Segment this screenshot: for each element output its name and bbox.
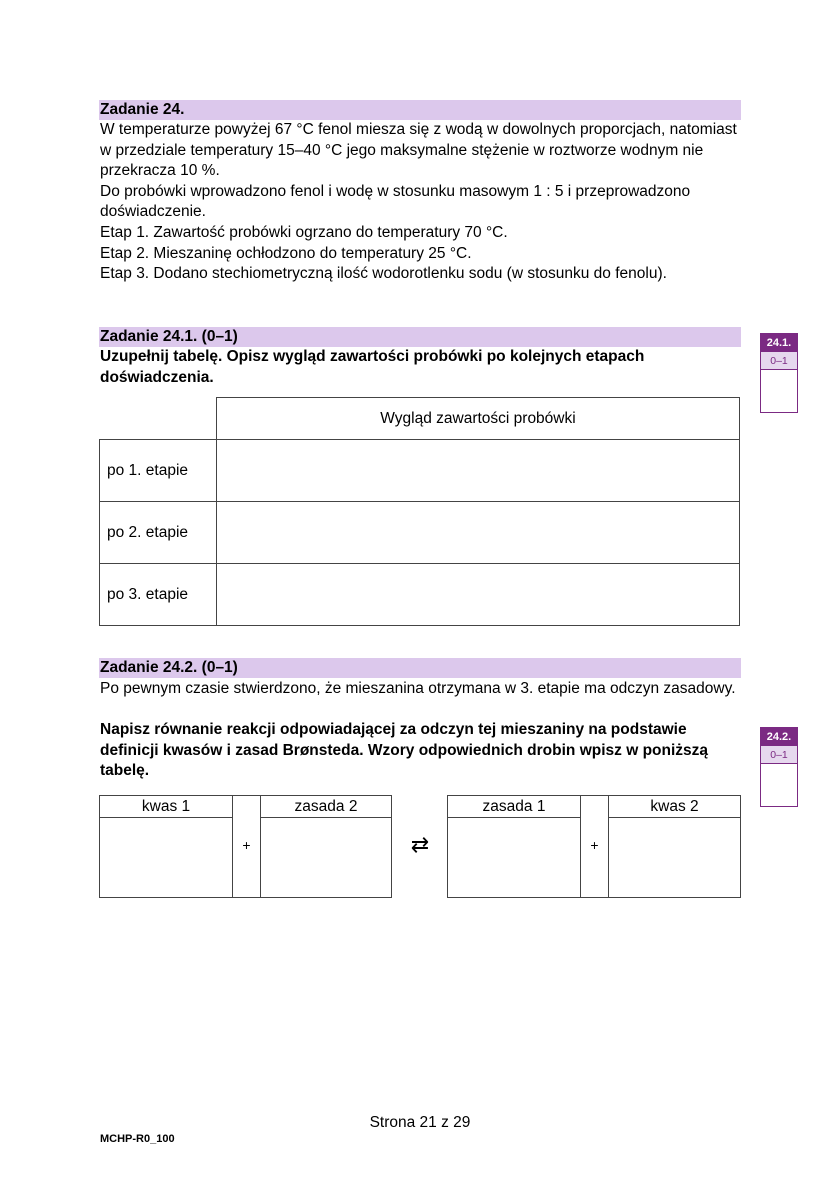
kwas-1-label: kwas 1 [100,796,232,818]
task-24-2-title: Zadanie 24.2. (0–1) [100,659,238,676]
task-24-text [100,120,750,285]
text-line: Etap 3. Dodano stechiometryczną ilość wodorotlenku sodu (w stosunku do fenolu). [100,265,667,283]
task-24-header [99,100,741,120]
text-line: W temperaturze powyżej 67 °C fenol miesza się z wodą w dowolnych proporcjach, natomiast [100,121,737,138]
instruction-line: Uzupełnij tabelę. Opisz wygląd zawartości probówki po kolejnych etapach [100,348,645,365]
task-24-title: Zadanie 24. [100,101,185,118]
row-label: po 2. etapie [100,502,217,564]
table-row [100,564,740,626]
task-24-1-instruction [100,347,750,388]
exam-code: MCHP-R0_100 [100,1133,175,1145]
kwas-2-label: kwas 2 [609,796,740,818]
row-label: po 3. etapie [100,564,217,626]
answer-cell[interactable] [217,502,740,564]
table-header: Wygląd zawartości probówki [217,398,740,440]
score-box-24-1 [760,333,798,413]
appearance-table [99,397,740,626]
equilibrium-arrow-icon: ⇄ [410,832,430,857]
plus-sign: + [590,837,599,853]
row-label: po 1. etapie [100,440,217,502]
page-number: Strona 21 z 29 [369,1114,471,1131]
zasada-2-label: zasada 2 [261,796,391,818]
score-box-24-2 [760,727,798,807]
text-line: Etap 2. Mieszaninę ochłodzono do temperatury 25 °C. [100,244,472,262]
text-line: przekracza 10 %. [100,162,220,180]
text-line: Etap 1. Zawartość probówki ogrzano do temperatury 70 °C. [100,223,508,241]
answer-cell[interactable] [217,440,740,502]
score-points: 0–1 [761,746,797,764]
kwas-2-cell[interactable] [608,795,741,898]
instruction-line: Napisz równanie reakcji odpowiadającej za odczyn tej mieszaniny na podstawie [100,721,687,738]
text-line: doświadczenie. [100,203,206,221]
zasada-1-cell[interactable] [447,795,581,898]
task-24-2-instruction [100,720,750,782]
answer-cell[interactable] [217,564,740,626]
table-row [100,502,740,564]
score-points: 0–1 [761,352,797,370]
task-24-2-intro: Po pewnym czasie stwierdzono, że mieszanina otrzymana w 3. etapie ma odczyn zasadowy. [100,680,736,697]
zasada-2-cell[interactable] [260,795,392,898]
instruction-line: doświadczenia. [100,368,214,386]
score-number: 24.2. [761,728,797,746]
task-24-1-header [99,327,741,347]
table-row [100,440,740,502]
plus-cell-left [232,795,261,898]
instruction-line: definicji kwasów i zasad Brønsteda. Wzory odpowiednich drobin wpisz w poniższą [100,741,709,759]
empty-corner-cell [100,398,217,440]
plus-cell-right [580,795,609,898]
zasada-1-label: zasada 1 [448,796,580,818]
text-line: w przedziale temperatury 15–40 °C jego maksymalne stężenie w roztworze wodnym nie [100,141,704,159]
text-line: Do probówki wprowadzono fenol i wodę w stosunku masowym 1 : 5 i przeprowadzono [100,182,691,200]
score-number: 24.1. [761,334,797,352]
task-24-1-title: Zadanie 24.1. (0–1) [100,328,238,345]
task-24-2-header [99,658,741,678]
plus-sign: + [242,837,251,853]
instruction-line: tabelę. [100,762,150,780]
kwas-1-cell[interactable] [99,795,233,898]
